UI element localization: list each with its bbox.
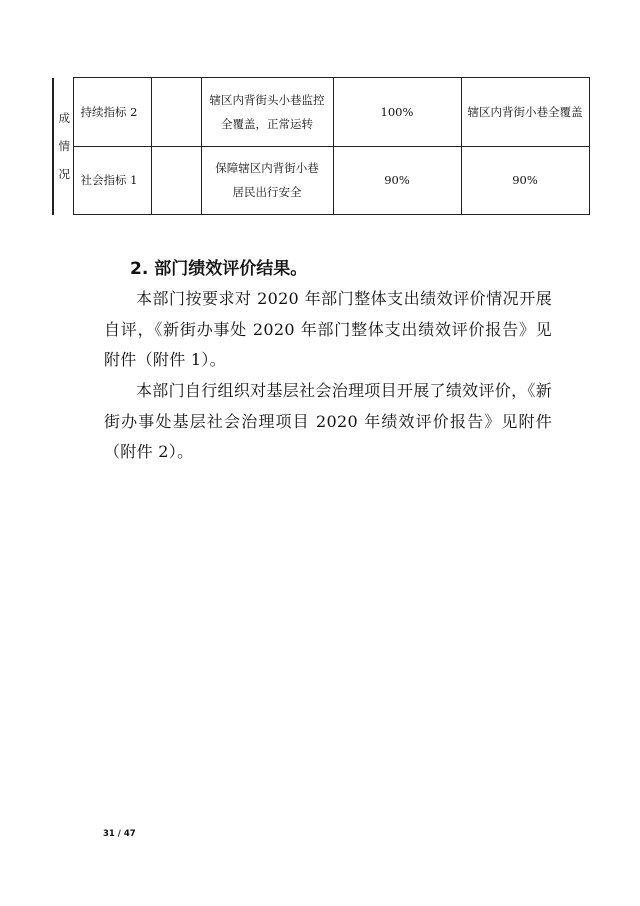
blank-cell [151, 78, 201, 147]
performance-table [52, 77, 590, 215]
table-side-label-cell [53, 78, 73, 215]
paragraph: 本部门自行组织对基层社会治理项目开展了绩效评价，《新街办事处基层社会治理项目 2020 年绩效评价报告》见附件（附件 2）。 [104, 381, 552, 461]
page-number: 31 / 47 [103, 829, 136, 839]
actual-cell: 90% [461, 146, 589, 215]
indicator-cell: 持续指标 2 [73, 78, 151, 147]
target-cell: 100% [333, 78, 461, 147]
paragraph: 本部门按要求对 2020 年部门整体支出绩效评价情况开展自评，《新街办事处 2020 年部门整体支出绩效评价报告》见附件（附件 1）。 [104, 289, 552, 369]
content-cell: 保障辖区内背街小巷居民出行安全 [201, 146, 333, 215]
table-row [53, 146, 589, 215]
content-cell: 辖区内背街头小巷监控全覆盖，正常运转 [201, 78, 333, 147]
actual-cell: 辖区内背街小巷全覆盖 [461, 78, 589, 147]
table-side-label: 成情况 [58, 111, 70, 181]
indicator-cell: 社会指标 1 [73, 146, 151, 215]
section-heading: 2. 部门绩效评价结果。 [130, 259, 308, 279]
table-row [53, 78, 589, 147]
blank-cell [151, 146, 201, 215]
target-cell: 90% [333, 146, 461, 215]
